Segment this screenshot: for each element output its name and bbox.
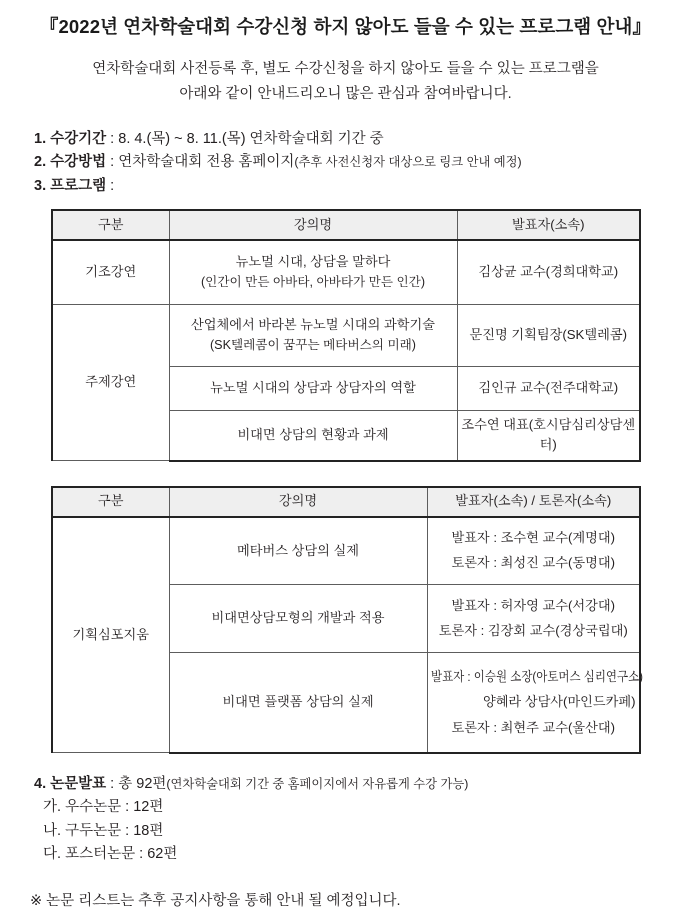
bottom-item-c xyxy=(34,843,691,866)
table-1-speaker-4: 조수연 대표(호시담심리상담센터) xyxy=(457,410,640,460)
bottom-item-4-separator: : xyxy=(106,775,119,792)
bottom-item-c-value: 포스터논문 : 62편 xyxy=(65,846,178,863)
table-2-header-category: 구분 xyxy=(52,487,169,517)
program-table-1-wrapper xyxy=(0,209,691,461)
table-1-category-topic: 주제강연 xyxy=(52,304,169,460)
table-1-speaker-2: 문진명 기획팀장(SK텔레콤) xyxy=(457,304,640,366)
info-item-2-key: 수강방법 xyxy=(50,154,107,171)
bottom-item-4-value: 총 92편 xyxy=(118,775,167,792)
table-1-lecture-4: 비대면 상담의 현황과 과제 xyxy=(169,410,457,460)
bottom-item-a-value: 우수논문 : 12편 xyxy=(65,799,164,816)
table-1-speaker-1: 김상균 교수(경희대학교) xyxy=(457,240,640,304)
table-1-lecture-1-line2: (인간이 만든 아바타, 아바타가 만든 인간) xyxy=(200,274,426,289)
info-item-2-number: 2. xyxy=(34,154,47,171)
intro-paragraph xyxy=(0,57,691,108)
program-table-1 xyxy=(51,209,641,461)
table-2-people-2 xyxy=(427,585,640,653)
table-2-people-1 xyxy=(427,517,640,585)
presenter-line: 발표자 : 허자영 교수(서강대) xyxy=(451,597,616,613)
presenter-line xyxy=(430,667,643,687)
bottom-item-b-value: 구두논문 : 18편 xyxy=(65,822,164,839)
info-item-2 xyxy=(34,151,691,174)
table-1-lecture-2 xyxy=(169,304,457,366)
intro-line-1: 연차학술대회 사전등록 후, 별도 수강신청을 하지 않아도 들을 수 있는 프로그램을 xyxy=(92,61,599,77)
table-row xyxy=(52,240,640,304)
table-2-lecture-3: 비대면 플랫폼 상담의 실제 xyxy=(169,653,427,753)
table-1-lecture-1-line1: 뉴노멀 시대, 상담을 말하다 xyxy=(235,254,391,270)
bottom-item-c-number: 다. xyxy=(43,846,62,863)
table-row xyxy=(52,304,640,366)
info-item-3-separator: : xyxy=(106,177,115,194)
bottom-item-4-key: 논문발표 xyxy=(50,775,107,792)
footnote: ※ 논문 리스트는 추후 공지사항을 통해 안내 될 예정입니다. xyxy=(30,892,401,909)
document-page xyxy=(0,13,691,916)
bottom-item-a xyxy=(34,796,691,819)
program-table-2-wrapper xyxy=(0,486,691,754)
presenter-name-org: 발표자 : 이승원 소장(아토머스 심리연구소) xyxy=(430,668,643,684)
intro-line-2: 아래와 같이 안내드리오니 많은 관심과 참여바랍니다. xyxy=(179,86,512,103)
discussant-line: 토론자 : 최성진 교수(동명대) xyxy=(451,555,616,571)
paper-presentation-list xyxy=(0,773,691,867)
table-1-header-speaker: 발표자(소속) xyxy=(457,210,640,240)
table-2-category-symposium: 기획심포지움 xyxy=(52,517,169,753)
table-1-header-lecture: 강의명 xyxy=(169,210,457,240)
info-item-1-number: 1. xyxy=(34,130,47,147)
table-1-lecture-3: 뉴노멀 시대의 상담과 상담자의 역할 xyxy=(169,366,457,410)
table-1-lecture-2-line2: (SK텔레콤이 꿈꾸는 메타버스의 미래) xyxy=(209,337,416,352)
table-1-lecture-2-line1: 산업체에서 바라본 뉴노멀 시대의 과학기술 xyxy=(191,317,435,333)
table-2-header-lecture: 강의명 xyxy=(169,487,427,517)
info-item-3 xyxy=(34,175,691,198)
bottom-item-4 xyxy=(34,773,691,796)
info-item-1-key: 수강기간 xyxy=(50,130,107,147)
table-1-category-keynote: 기조강연 xyxy=(52,240,169,304)
presenter-line: 발표자 : 조수현 교수(계명대) xyxy=(451,529,616,545)
page-title: 『2022년 연차학술대회 수강신청 하지 않아도 들을 수 있는 프로그램 안내』 xyxy=(39,16,652,37)
bottom-item-b xyxy=(34,820,691,843)
info-item-2-note: (추후 사전신청자 대상으로 링크 안내 예정) xyxy=(294,155,522,170)
presenter-line-secondary: 양혜라 상담사(마인드카페) xyxy=(482,694,636,710)
bottom-item-4-number: 4. xyxy=(34,775,47,792)
table-2-lecture-2: 비대면상담모형의 개발과 적용 xyxy=(169,585,427,653)
table-2-people-3 xyxy=(427,653,643,753)
info-item-2-value: 연차학술대회 전용 홈페이지 xyxy=(118,154,295,171)
info-item-1-separator: : xyxy=(106,130,119,147)
table-1-header-category: 구분 xyxy=(52,210,169,240)
table-row xyxy=(52,517,640,585)
table-2-lecture-1: 메타버스 상담의 실제 xyxy=(169,517,427,585)
table-spacer xyxy=(0,462,691,486)
bottom-item-4-note: (연차학술대회 기간 중 홈페이지에서 자유롭게 수강 가능) xyxy=(166,776,469,791)
info-item-1-value: 8. 4.(목) ~ 8. 11.(목) 연차학술대회 기간 중 xyxy=(118,130,384,147)
info-item-3-number: 3. xyxy=(34,177,47,194)
bottom-item-b-number: 나. xyxy=(43,822,62,839)
table-2-header-speaker-discussant: 발표자(소속) / 토론자(소속) xyxy=(427,487,640,517)
info-item-2-separator: : xyxy=(106,154,119,171)
program-table-2 xyxy=(51,486,641,754)
table-1-header-row xyxy=(52,210,640,240)
bottom-item-a-number: 가. xyxy=(43,799,62,816)
table-1-speaker-3: 김인규 교수(전주대학교) xyxy=(457,366,640,410)
discussant-line: 토론자 : 최현주 교수(울산대) xyxy=(451,719,616,735)
info-item-1 xyxy=(34,128,691,151)
info-item-list xyxy=(0,128,691,198)
table-2-header-row xyxy=(52,487,640,517)
discussant-line: 토론자 : 김장회 교수(경상국립대) xyxy=(438,623,628,639)
table-1-lecture-1 xyxy=(169,240,457,304)
info-item-3-key: 프로그램 xyxy=(50,177,107,194)
